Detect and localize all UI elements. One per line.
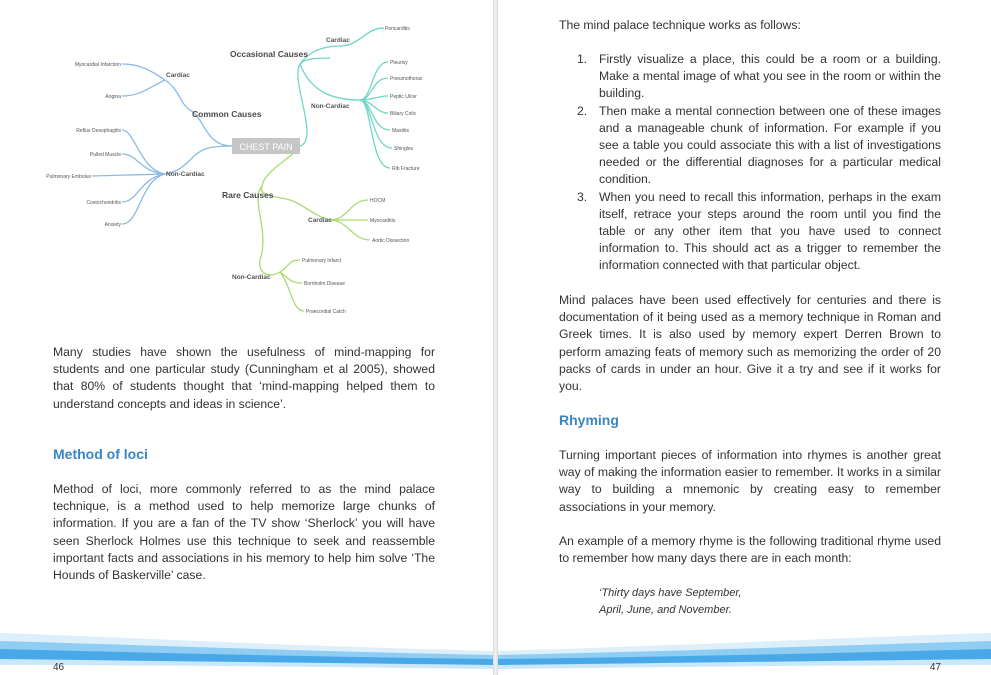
mindmap-leaf: Praecordial Catch	[306, 309, 346, 315]
mindmap-occasional-causes: Occasional Causes	[230, 49, 308, 59]
mindmap-leaf: Reflux Oesophagitis	[76, 128, 121, 134]
mindmap-leaf: Pericarditis	[385, 26, 410, 32]
mindmap-leaf: Angina	[105, 94, 121, 100]
mindmap-leaf: HOCM	[370, 198, 386, 204]
list-item: 2. Then make a mental connection between one of these images and a manageable chunk of information. For example if you see a table you could associate this with a list of investigations needed or the differential diagnoses for a particular medical condition.	[577, 103, 941, 187]
mindmap-common-causes: Common Causes	[192, 109, 262, 119]
mindmap-occ-noncardiac: Non-Cardiac	[311, 103, 350, 110]
mindmap-leaf: Pulmonary Infarct	[302, 258, 342, 264]
rhyme-line-2: April, June, and November.	[599, 604, 732, 616]
mindmap-leaf: Pleurisy	[390, 60, 408, 66]
mind-mapping-paragraph: Many studies have shown the usefulness of mind-mapping for students and one particular study (Cunningham et al 2005), showed that 80% of students thought that ‘mind-mapping helped them to understand concepts and ideas in science’.	[53, 345, 435, 411]
mindmap-rare-noncardiac: Non-Cardiac	[232, 274, 271, 281]
method-of-loci-paragraph: Method of loci, more commonly referred to as the mind palace technique, is a method used to help memorize large chunks of information. If you are a fan of the TV show ‘Sherlock’ you will have seen Sherlock Holmes use this technique to seek and reassemble important facts and associations in his memory to help him solve ‘The Hounds of Baskerville’ case.	[53, 482, 435, 583]
mindmap-leaf: Bornholm Disease	[304, 281, 345, 287]
mindmap-leaf: Costochondritis	[86, 200, 121, 206]
mindmap-leaf: Biliary Colic	[390, 111, 417, 117]
mindmap-common-noncardiac: Non-Cardiac	[166, 171, 205, 178]
technique-intro: The mind palace technique works as follows:	[559, 18, 801, 32]
rhyme-example-paragraph: An example of a memory rhyme is the following traditional rhyme used to remember how many days there are in each month:	[559, 534, 941, 566]
mindmap-leaf: Aortic Dissection	[372, 238, 410, 244]
page-number: 47	[929, 662, 941, 673]
mindmap-leaf: Mastitis	[392, 128, 409, 134]
mindmap-leaf: Shingles	[394, 146, 414, 152]
wave-decoration	[0, 615, 493, 675]
list-item: 1. Firstly visualize a place, this could be a room or a building. Make a mental image of what you see in the room or within the building.	[577, 52, 941, 101]
mindmap-leaf: Myocarditis	[370, 218, 396, 224]
mindmap-center: CHEST PAIN	[239, 142, 293, 152]
rhyming-heading: Rhyming	[559, 412, 619, 428]
list-item: 3. When you need to recall this information, perhaps in the exam itself, retrace your steps around the room until you find the table or any other item that you have used to connect information to. This should act as a trigger to remember the information connected with that particular object.	[577, 189, 941, 273]
rhyming-paragraph: Turning important pieces of information into rhymes is another great way of making the information easier to remember. It works in a similar way to building a mnemonic by creating easy to remember associations in your memory.	[559, 448, 941, 514]
mindmap-leaf: Peptic Ulcer	[390, 94, 417, 100]
page-number: 46	[53, 662, 65, 673]
rhyme-line-1: ‘Thirty days have September,	[599, 587, 742, 599]
mindmap-leaf: Pulled Muscle	[89, 152, 121, 158]
mindmap-rare-causes: Rare Causes	[222, 190, 274, 200]
mindmap-common-cardiac: Cardiac	[166, 72, 190, 79]
wave-decoration	[498, 615, 991, 675]
mindmap-leaf: Myocardial Infarction	[74, 62, 121, 68]
mindmap-leaf: Pulmonary Embolus	[46, 174, 91, 180]
right-page	[498, 0, 991, 675]
mindmap-leaf: Pneumothorax	[390, 76, 423, 82]
mindmap-leaf: Anxiety	[104, 222, 121, 228]
mindmap-rare-cardiac: Cardiac	[308, 217, 332, 224]
chest-pain-mind-map	[0, 0, 493, 330]
technique-steps-list	[559, 51, 941, 275]
mindmap-leaf: Rib Fracture	[392, 166, 420, 172]
mindmap-occ-cardiac: Cardiac	[326, 37, 350, 44]
left-page	[0, 0, 493, 675]
method-of-loci-heading: Method of loci	[53, 446, 148, 462]
mind-palace-history-paragraph: Mind palaces have been used effectively for centuries and there is documentation of it being used as a memory technique in Roman and Greek times. It is also used by memory expert Derren Brown to perform amazing feats of memory such as memorizing the order of 20 packs of cards in under an hour. Give it a try and see if it works for you.	[559, 293, 941, 394]
